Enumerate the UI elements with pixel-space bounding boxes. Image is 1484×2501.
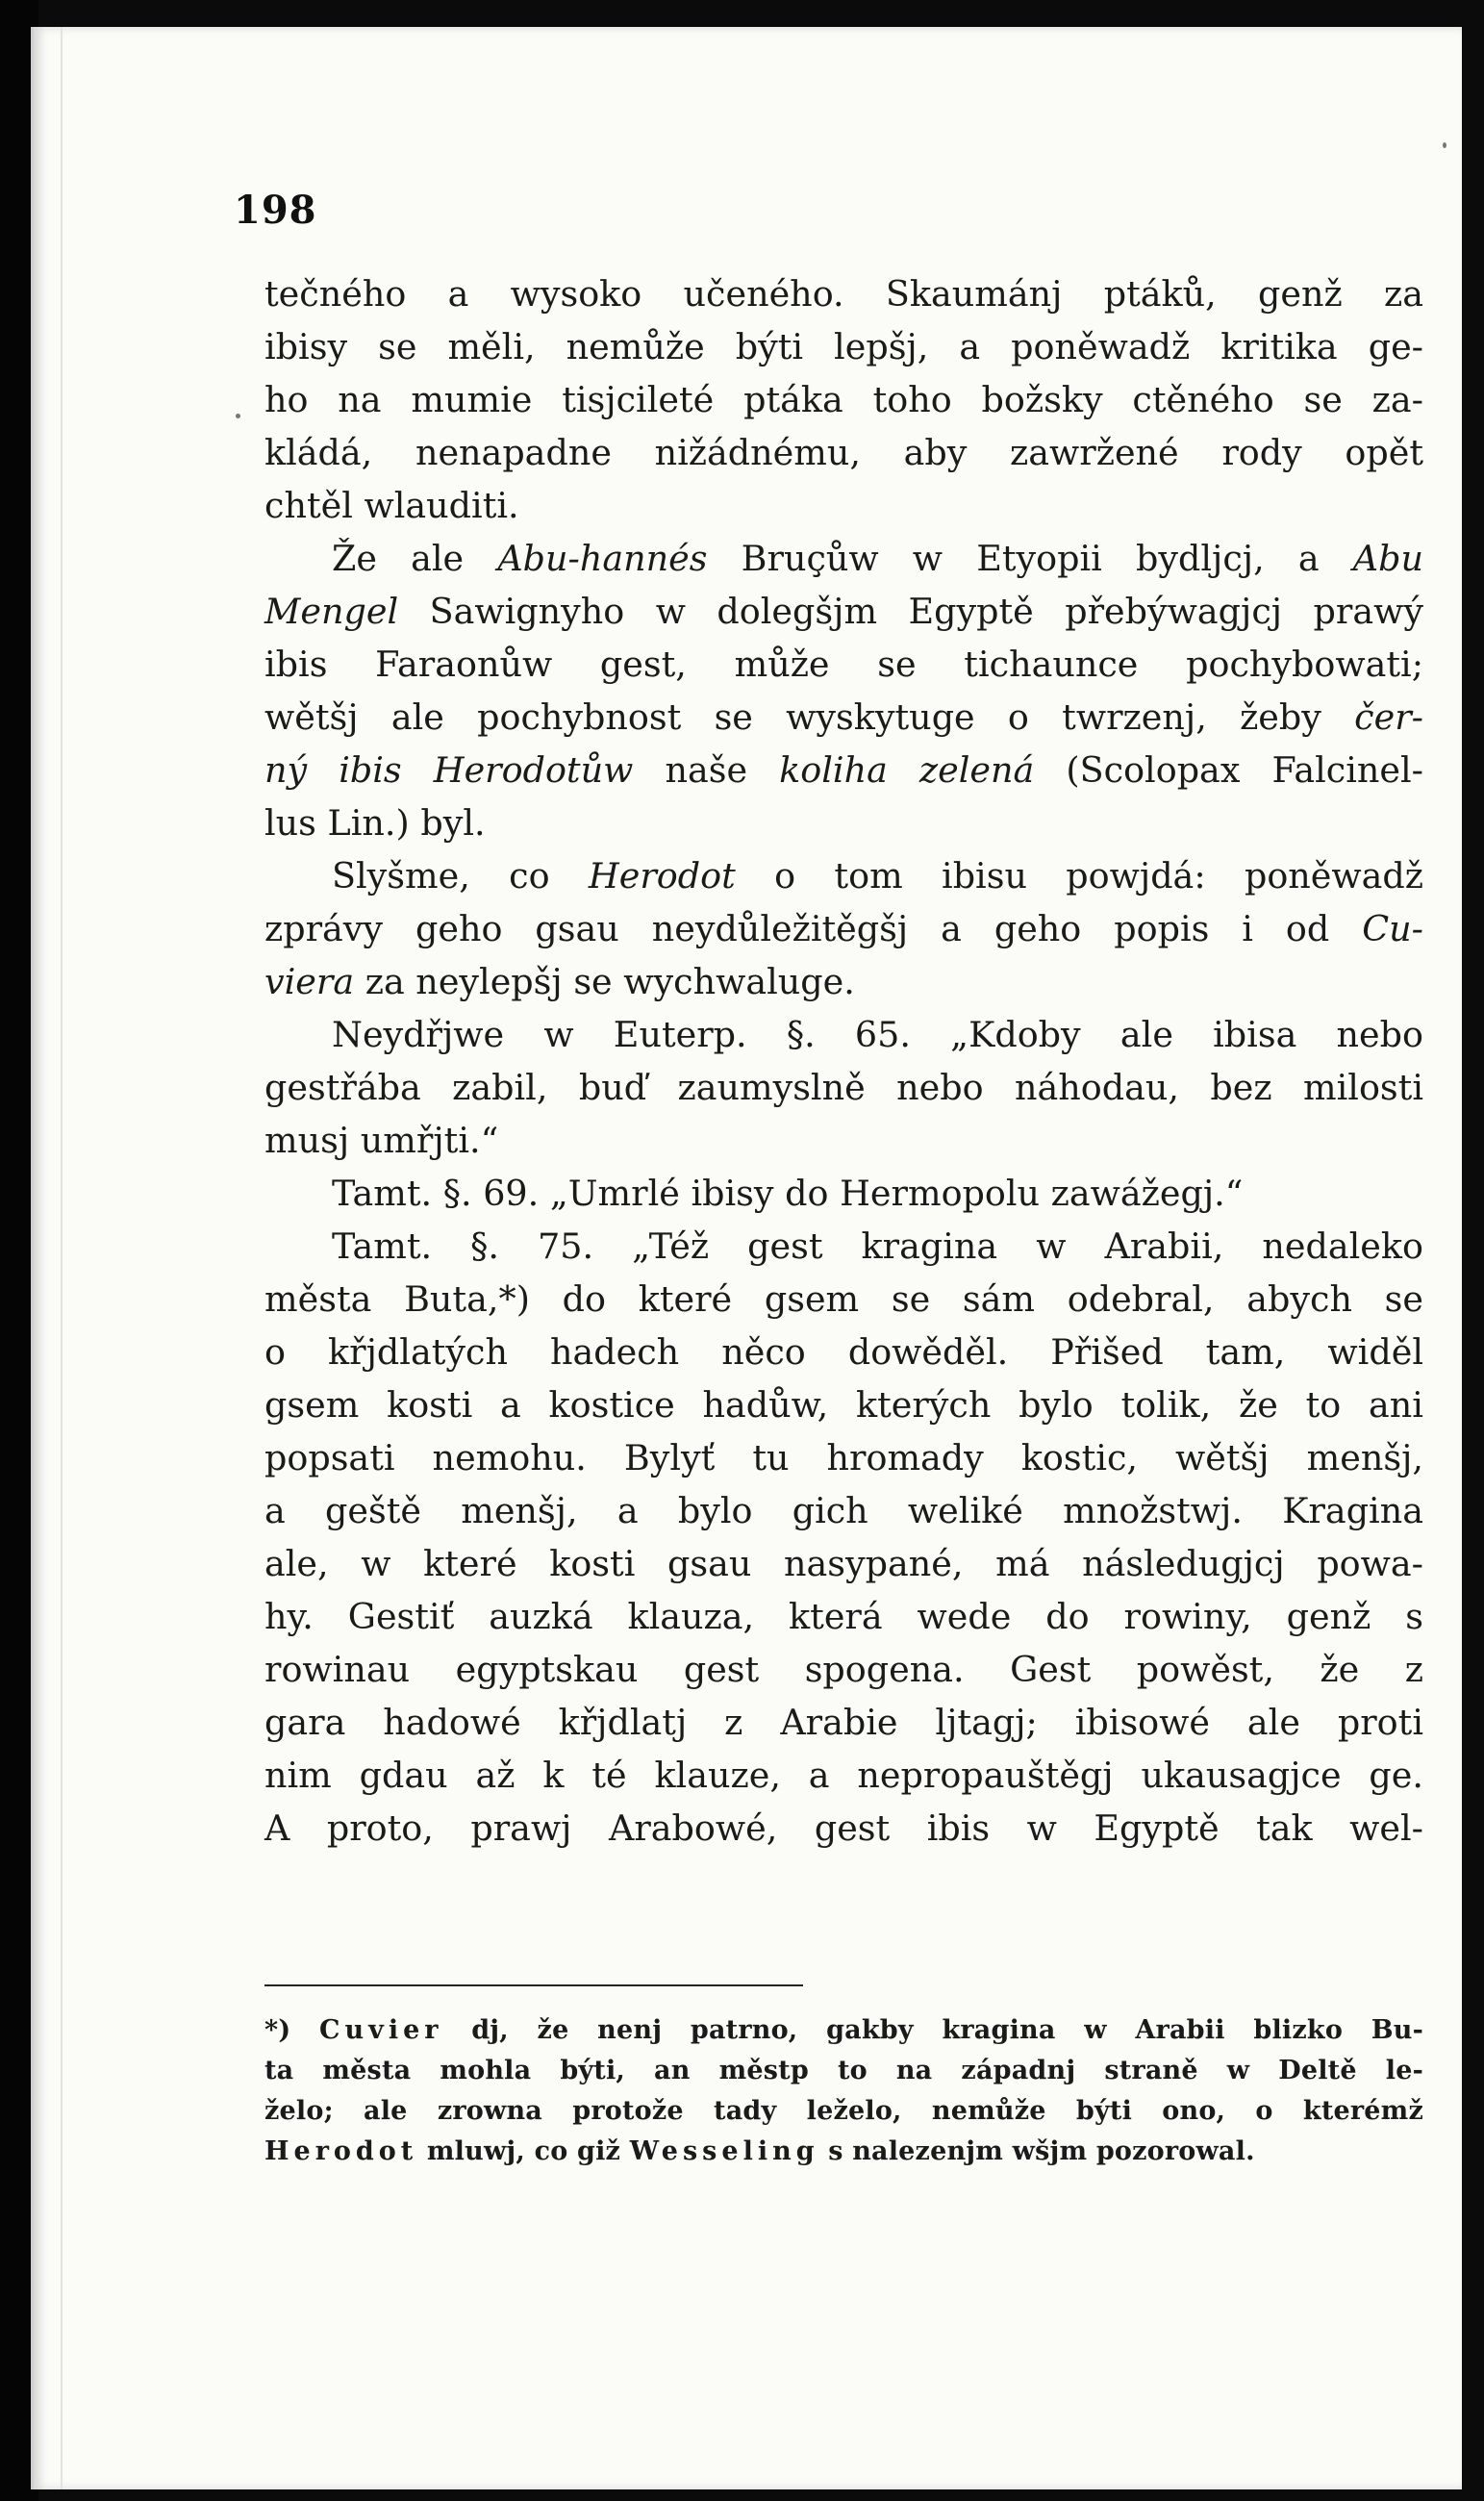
text-line [264,955,1423,1008]
text-run: s nalezenjm wšjm pozorowal. [818,2136,1255,2166]
text-line: popsati nemohu. Bylyť tu hromady kostic, wětšj menšj, [264,1437,1423,1478]
text-run: Sawignyho w dolegšjm Egyptě přebýwagjcj prawý [398,591,1423,632]
text-line: Tamt. §. 75. „Též gest kragina w Arabii, nedaleko [332,1225,1423,1267]
text-run: zprávy geho gsau neydůležitěgšj a geho popis i od [264,908,1363,949]
text-run: Slyšme, co [332,855,589,897]
footnote-rule [264,1984,803,1986]
text-line [264,849,1423,902]
scan-speck [1443,142,1446,148]
text-line [264,744,1423,796]
text-run: o tom ibisu powjdá: poněwadž [735,855,1423,897]
footnote-name: Cuvier [319,2015,443,2045]
italic-run: čer- [1354,696,1423,738]
italic-run: Abu-hannés [497,538,708,579]
text-line: A proto, prawj Arabowé, gest ibis w Egyptě tak wel- [264,1807,1423,1849]
paragraph-3 [264,849,1423,1008]
text-line: města Buta,*) do které gsem se sám odebral, abych se [264,1278,1423,1320]
text-line: lus Lin.) byl. [264,802,486,844]
body-text [264,267,1423,1855]
footnote-marker: *) [264,2015,320,2045]
text-line: ibisy se měli, nemůže býti lepšj, a poněwadž kritika ge- [264,326,1423,367]
text-line: gara hadowé křjdlatj z Arabie ljtagj; ibisowé ale proti [264,1702,1423,1743]
footnote [264,2010,1423,2172]
text-line: ale, w které kosti gsau nasypané, má následugjcj powa- [264,1543,1423,1584]
italic-run: Herodot [588,855,736,897]
footnote-line [264,2010,1423,2051]
text-line: nim gdau až k té klauze, a nepropauštěgj ukausagjce ge. [264,1755,1423,1796]
text-run: dj, že nenj patrno, gakby kragina w Arabii blizko Bu- [442,2015,1423,2045]
text-line: gsem kosti a kostice hadůw, kterých bylo tolik, že to ani [264,1384,1423,1426]
text-line: Tamt. §. 69. „Umrlé ibisy do Hermopolu zawážegj.“ [332,1173,1244,1214]
text-run: Že ale [332,538,498,579]
paragraph-5 [264,1167,1423,1220]
italic-run: Mengel [264,591,399,632]
page-gutter-line [61,27,63,2489]
text-line: o křjdlatých hadech něco dowěděl. Přišed tam, widěl [264,1331,1423,1373]
text-line [264,585,1423,638]
text-line: ho na mumie tisjcileté ptáka toho božsky ctěného se za- [264,379,1423,420]
footnote-line: ta města mohla býti, an městp to na západnj straně w Deltě le- [264,2056,1423,2085]
text-run: mluwj, co giž [417,2136,630,2166]
italic-run: ný ibis Herodotůw [264,749,634,791]
scan-speck [236,414,240,418]
text-run: Bruçůw w Etyopii bydljcj, a [707,538,1353,579]
italic-run: Cu- [1362,908,1423,949]
text-line: tečného a wysoko učeného. Skaumánj ptáků, genž za [264,273,1423,315]
italic-run: Abu [1352,538,1423,579]
footnote-name: Herodot [264,2136,418,2166]
italic-run: viera [264,961,355,1002]
text-line [264,691,1423,744]
text-line: a geště menšj, a bylo gich weliké množstwj. Kragina [264,1490,1423,1531]
text-run: naše [633,749,780,791]
text-line: musj umřjti.“ [264,1120,499,1161]
text-line: kládá, nenapadne nižádnému, aby zawržené rody opět [264,432,1423,473]
footnote-line: želo; ale zrowna protože tady leželo, nemůže býti ono, o kterémž [264,2096,1423,2126]
text-run: za neylepšj se wychwaluge. [354,961,855,1002]
text-line [264,532,1423,585]
text-run: (Scolopax Falcinel- [1034,749,1423,791]
paragraph-6 [264,1220,1423,1855]
text-line: ibis Faraonůw gest, může se tichaunce pochybowati; [264,644,1423,685]
paragraph-4 [264,1008,1423,1167]
italic-run: koliha zelená [779,749,1035,791]
text-line [264,902,1423,955]
text-line: Neydřjwe w Euterp. §. 65. „Kdoby ale ibisa nebo [332,1014,1423,1055]
page-number: 198 [234,188,317,233]
paragraph-2 [264,532,1423,849]
text-line: chtěl wlauditi. [264,485,519,526]
paragraph-1 [264,267,1423,532]
text-line: hy. Gestiť auzká klauza, která wede do rowiny, genž s [264,1596,1423,1637]
text-line: gestřába zabil, buď zaumyslně nebo náhodau, bez milosti [264,1067,1423,1108]
footnote-name: Wesseling [629,2136,819,2166]
text-line: rowinau egyptskau gest spogena. Gest powěst, že z [264,1649,1423,1690]
footnote-line [264,2132,1423,2172]
text-run: wětšj ale pochybnost se wyskytuge o twrzenj, žeby [264,696,1355,738]
